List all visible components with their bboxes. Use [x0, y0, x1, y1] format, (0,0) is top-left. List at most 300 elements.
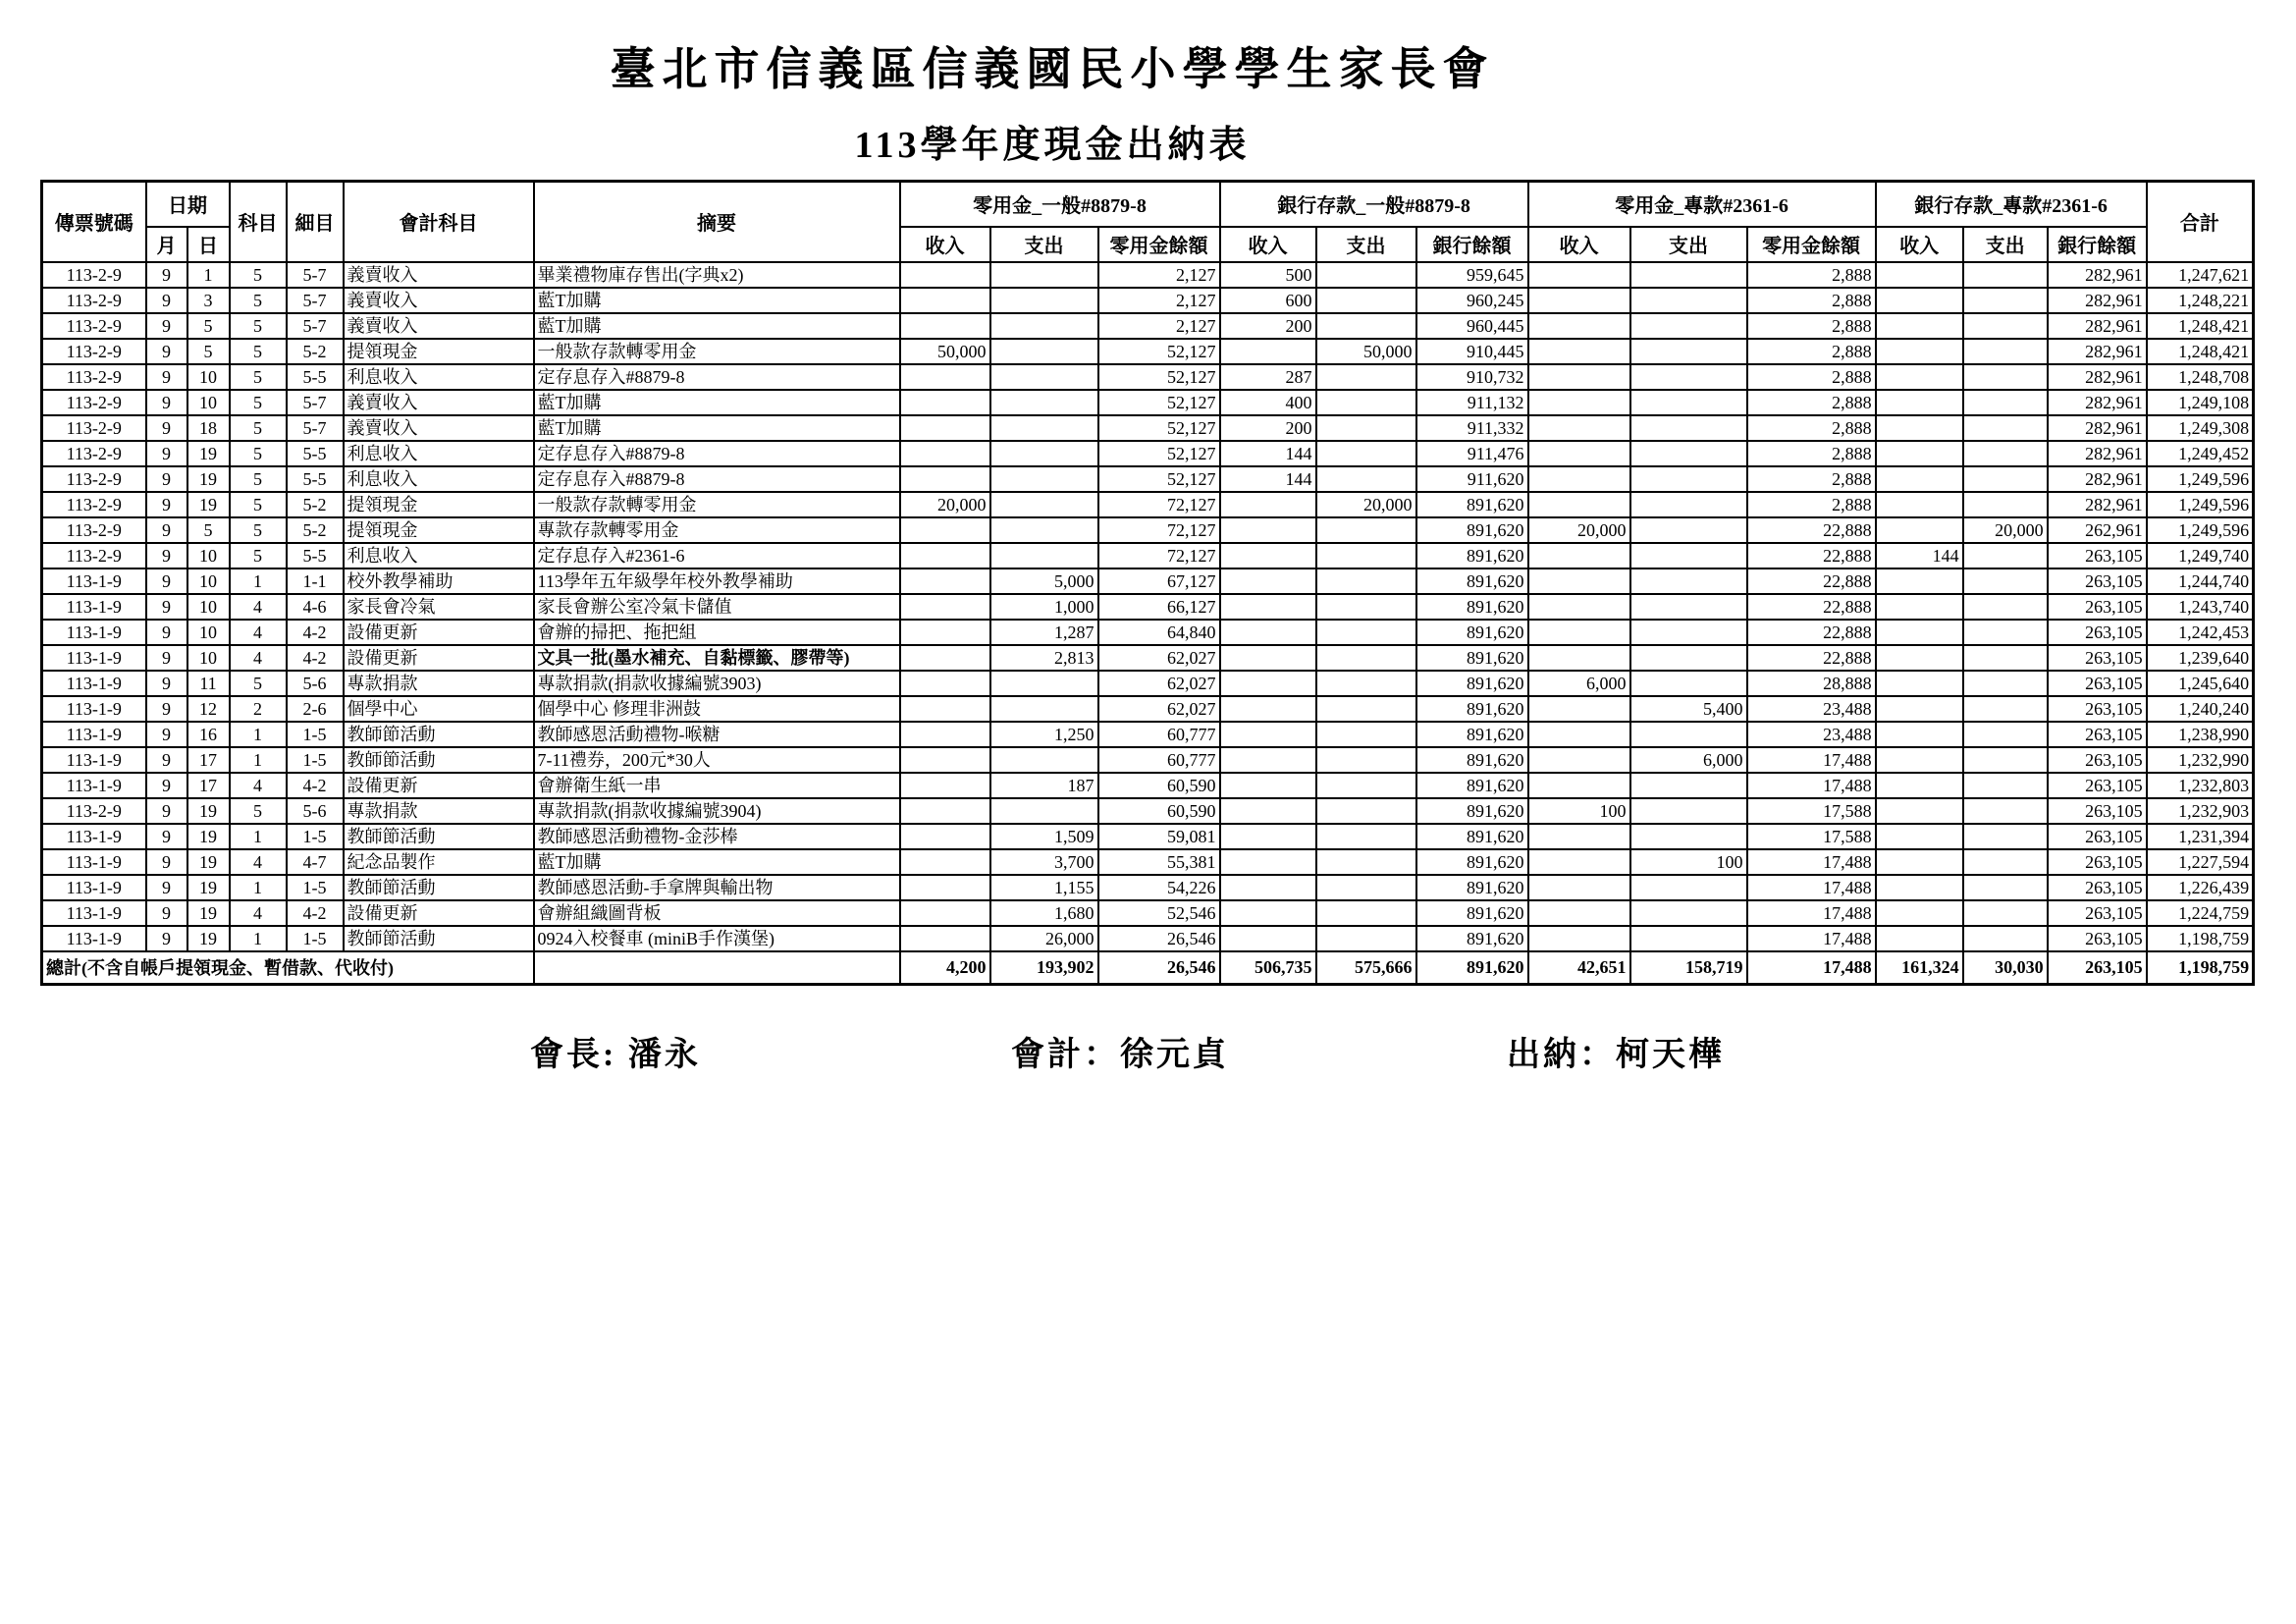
- cell-petty-general-balance: 60,590: [1098, 798, 1220, 824]
- cell-voucher: 113-1-9: [42, 568, 146, 594]
- cell-account: 紀念品製作: [344, 849, 534, 875]
- cell-sub-item: 5-2: [287, 517, 344, 543]
- col-header-income: 收入: [1876, 227, 1963, 262]
- table-row: [42, 288, 2254, 313]
- cell-summary: 藍T加購: [534, 313, 900, 339]
- cell-bank-special-income: [1876, 875, 1963, 900]
- cell-bank-general-expense: [1316, 824, 1416, 849]
- cell-petty-special-balance: 22,888: [1747, 517, 1876, 543]
- cell-day: 5: [187, 313, 230, 339]
- cell-petty-general-expense: [990, 798, 1098, 824]
- cell-sub-item: 5-7: [287, 415, 344, 441]
- cell-petty-special-expense: [1630, 415, 1747, 441]
- cell-petty-special-balance: 17,588: [1747, 824, 1876, 849]
- cell-bank-special-balance: 263,105: [2048, 798, 2147, 824]
- cell-account: 教師節活動: [344, 747, 534, 773]
- table-row: [42, 747, 2254, 773]
- cell-bank-special-expense: [1963, 620, 2048, 645]
- cell-bank-general-income: 200: [1220, 415, 1316, 441]
- cell-bank-general-expense: [1316, 594, 1416, 620]
- cell-day: 19: [187, 824, 230, 849]
- table-row: [42, 466, 2254, 492]
- cell-day: 19: [187, 492, 230, 517]
- cell-petty-special-income: [1528, 926, 1630, 951]
- cell-petty-general-income: 50,000: [900, 339, 990, 364]
- table-row: [42, 390, 2254, 415]
- col-header-bank-balance: 銀行餘額: [1416, 227, 1528, 262]
- cell-grand-total: 1,226,439: [2147, 875, 2254, 900]
- cell-bank-general-balance: 910,445: [1416, 339, 1528, 364]
- cell-month: 9: [146, 441, 187, 466]
- cell-bank-general-balance: 959,645: [1416, 262, 1528, 288]
- cell-petty-special-income: [1528, 568, 1630, 594]
- cell-petty-special-balance: 23,488: [1747, 722, 1876, 747]
- cell-bank-special-balance: 282,961: [2048, 262, 2147, 288]
- cell-bank-general-income: [1220, 696, 1316, 722]
- cell-petty-general-income: [900, 645, 990, 671]
- cell-grand-total: 1,242,453: [2147, 620, 2254, 645]
- cell-day: 10: [187, 364, 230, 390]
- cell-sub-item: 5-2: [287, 492, 344, 517]
- cell-bank-special-balance: 263,105: [2048, 543, 2147, 568]
- cell-bank-general-balance: 891,620: [1416, 645, 1528, 671]
- cell-summary: 教師感恩活動禮物-喉糖: [534, 722, 900, 747]
- cell-sub-item: 5-5: [287, 441, 344, 466]
- cell-petty-general-income: [900, 594, 990, 620]
- total-bank-general-income: 506,735: [1220, 951, 1316, 985]
- cell-petty-special-expense: [1630, 313, 1747, 339]
- cell-summary: 家長會辦公室冷氣卡儲值: [534, 594, 900, 620]
- cell-bank-special-balance: 263,105: [2048, 773, 2147, 798]
- cell-day: 17: [187, 747, 230, 773]
- cell-account: 設備更新: [344, 773, 534, 798]
- col-header-income: 收入: [1528, 227, 1630, 262]
- cell-voucher: 113-1-9: [42, 875, 146, 900]
- cell-summary: 藍T加購: [534, 849, 900, 875]
- cell-bank-special-income: [1876, 645, 1963, 671]
- total-label: 總計(不含自帳戶提領現金、暫借款、代收付): [42, 951, 534, 985]
- cell-sub-item: 4-2: [287, 773, 344, 798]
- cell-bank-general-expense: [1316, 543, 1416, 568]
- cell-petty-special-income: [1528, 849, 1630, 875]
- cell-summary: 專款捐款(捐款收據編號3904): [534, 798, 900, 824]
- cell-bank-special-balance: 282,961: [2048, 288, 2147, 313]
- cell-petty-special-expense: [1630, 364, 1747, 390]
- cell-petty-general-balance: 72,127: [1098, 517, 1220, 543]
- cell-bank-special-expense: [1963, 900, 2048, 926]
- cell-petty-general-income: [900, 696, 990, 722]
- cell-bank-general-income: [1220, 747, 1316, 773]
- cell-summary: 會辦組織圖背板: [534, 900, 900, 926]
- cell-bank-general-income: [1220, 824, 1316, 849]
- cell-voucher: 113-1-9: [42, 773, 146, 798]
- cell-account: 教師節活動: [344, 722, 534, 747]
- cell-petty-general-income: [900, 262, 990, 288]
- cell-petty-general-expense: [990, 696, 1098, 722]
- table-row: [42, 696, 2254, 722]
- table-row: [42, 568, 2254, 594]
- cell-voucher: 113-1-9: [42, 722, 146, 747]
- cell-sub-item: 5-5: [287, 543, 344, 568]
- cell-day: 19: [187, 466, 230, 492]
- cell-day: 1: [187, 262, 230, 288]
- page-title: 臺北市信義區信義國民小學學生家長會: [610, 44, 1495, 94]
- cell-summary: 專款捐款(捐款收據編號3903): [534, 671, 900, 696]
- cell-day: 10: [187, 620, 230, 645]
- cell-petty-general-balance: 60,777: [1098, 722, 1220, 747]
- cell-grand-total: 1,239,640: [2147, 645, 2254, 671]
- col-header-day: 日: [187, 227, 230, 262]
- cell-bank-special-income: [1876, 390, 1963, 415]
- cell-subject: 4: [230, 849, 287, 875]
- cell-bank-special-income: [1876, 288, 1963, 313]
- cell-bank-special-balance: 263,105: [2048, 594, 2147, 620]
- cell-voucher: 113-2-9: [42, 390, 146, 415]
- cell-bank-special-expense: [1963, 671, 2048, 696]
- cell-day: 19: [187, 900, 230, 926]
- cell-day: 18: [187, 415, 230, 441]
- cell-petty-general-balance: 2,127: [1098, 288, 1220, 313]
- cell-petty-special-income: 20,000: [1528, 517, 1630, 543]
- cell-subject: 5: [230, 671, 287, 696]
- cell-summary: 畢業禮物庫存售出(字典x2): [534, 262, 900, 288]
- cell-petty-special-expense: [1630, 875, 1747, 900]
- cell-account: 設備更新: [344, 620, 534, 645]
- cell-bank-special-income: [1876, 594, 1963, 620]
- cell-petty-general-expense: [990, 364, 1098, 390]
- cell-petty-general-balance: 26,546: [1098, 926, 1220, 951]
- cell-bank-general-income: 144: [1220, 466, 1316, 492]
- cell-voucher: 113-1-9: [42, 620, 146, 645]
- cell-day: 10: [187, 594, 230, 620]
- total-bank-special-income: 161,324: [1876, 951, 1963, 985]
- cell-grand-total: 1,240,240: [2147, 696, 2254, 722]
- cell-voucher: 113-2-9: [42, 441, 146, 466]
- cell-petty-general-expense: [990, 466, 1098, 492]
- cell-bank-general-balance: 891,620: [1416, 671, 1528, 696]
- cell-petty-special-balance: 17,588: [1747, 798, 1876, 824]
- cell-account: 提領現金: [344, 492, 534, 517]
- cell-sub-item: 1-5: [287, 824, 344, 849]
- cell-bank-special-expense: [1963, 339, 2048, 364]
- cell-bank-special-balance: 263,105: [2048, 926, 2147, 951]
- cell-petty-special-expense: [1630, 773, 1747, 798]
- cell-bank-special-expense: [1963, 466, 2048, 492]
- cell-voucher: 113-1-9: [42, 824, 146, 849]
- table-row: [42, 824, 2254, 849]
- cell-bank-general-balance: 891,620: [1416, 926, 1528, 951]
- cell-account: 教師節活動: [344, 926, 534, 951]
- cell-petty-special-balance: 17,488: [1747, 900, 1876, 926]
- cell-petty-general-expense: 1,250: [990, 722, 1098, 747]
- cell-bank-general-income: 200: [1220, 313, 1316, 339]
- cell-petty-general-balance: 60,777: [1098, 747, 1220, 773]
- cell-month: 9: [146, 671, 187, 696]
- cell-petty-general-balance: 52,127: [1098, 466, 1220, 492]
- cell-petty-general-income: [900, 390, 990, 415]
- cell-month: 9: [146, 415, 187, 441]
- group-header-bank-special: 銀行存款_專款#2361-6: [1876, 182, 2147, 227]
- cell-petty-special-balance: 2,888: [1747, 339, 1876, 364]
- cell-bank-general-expense: [1316, 722, 1416, 747]
- cell-petty-special-expense: [1630, 543, 1747, 568]
- cell-bank-special-income: 144: [1876, 543, 1963, 568]
- cell-subject: 5: [230, 339, 287, 364]
- table-row: [42, 620, 2254, 645]
- cell-petty-general-expense: [990, 288, 1098, 313]
- col-header-summary: 摘要: [534, 182, 900, 262]
- cell-bank-special-balance: 282,961: [2048, 390, 2147, 415]
- cell-bank-general-expense: 50,000: [1316, 339, 1416, 364]
- cell-sub-item: 1-5: [287, 747, 344, 773]
- cell-bank-general-balance: 891,620: [1416, 722, 1528, 747]
- cell-account: 設備更新: [344, 645, 534, 671]
- cell-petty-special-balance: 2,888: [1747, 288, 1876, 313]
- cell-bank-general-balance: 891,620: [1416, 747, 1528, 773]
- cell-petty-special-income: [1528, 747, 1630, 773]
- cell-bank-special-income: [1876, 568, 1963, 594]
- cell-petty-general-income: [900, 824, 990, 849]
- cell-account: 提領現金: [344, 517, 534, 543]
- cell-bank-special-income: [1876, 747, 1963, 773]
- cell-bank-general-balance: 891,620: [1416, 798, 1528, 824]
- cell-bank-general-balance: 891,620: [1416, 824, 1528, 849]
- cell-bank-general-income: [1220, 517, 1316, 543]
- cell-bank-general-expense: [1316, 364, 1416, 390]
- cell-grand-total: 1,231,394: [2147, 824, 2254, 849]
- cell-petty-general-income: [900, 441, 990, 466]
- cell-account: 校外教學補助: [344, 568, 534, 594]
- cell-grand-total: 1,249,108: [2147, 390, 2254, 415]
- cell-petty-special-income: [1528, 773, 1630, 798]
- cell-subject: 5: [230, 415, 287, 441]
- cell-voucher: 113-1-9: [42, 747, 146, 773]
- cell-petty-general-balance: 54,226: [1098, 875, 1220, 900]
- cell-petty-special-expense: [1630, 671, 1747, 696]
- cell-sub-item: 5-5: [287, 466, 344, 492]
- cell-bank-general-balance: 960,245: [1416, 288, 1528, 313]
- cell-bank-general-income: [1220, 492, 1316, 517]
- cell-bank-general-income: [1220, 645, 1316, 671]
- cell-petty-special-income: [1528, 390, 1630, 415]
- cell-petty-special-balance: 22,888: [1747, 568, 1876, 594]
- cell-account: 教師節活動: [344, 824, 534, 849]
- cell-account: 義賣收入: [344, 313, 534, 339]
- cell-summary: 藍T加購: [534, 415, 900, 441]
- group-header-petty-general: 零用金_一般#8879-8: [900, 182, 1220, 227]
- cell-subject: 4: [230, 620, 287, 645]
- cell-bank-special-balance: 282,961: [2048, 339, 2147, 364]
- cell-petty-special-balance: 17,488: [1747, 773, 1876, 798]
- cell-subject: 5: [230, 517, 287, 543]
- cell-account: 利息收入: [344, 364, 534, 390]
- cell-day: 5: [187, 339, 230, 364]
- cell-bank-special-expense: [1963, 415, 2048, 441]
- table-row: [42, 543, 2254, 568]
- cell-bank-special-income: [1876, 313, 1963, 339]
- cell-bank-special-balance: 282,961: [2048, 441, 2147, 466]
- cell-bank-special-income: [1876, 900, 1963, 926]
- cell-petty-special-expense: 6,000: [1630, 747, 1747, 773]
- cell-month: 9: [146, 262, 187, 288]
- cell-bank-special-balance: 282,961: [2048, 466, 2147, 492]
- cell-grand-total: 1,249,740: [2147, 543, 2254, 568]
- cell-petty-general-balance: 52,127: [1098, 364, 1220, 390]
- cell-bank-general-balance: 891,620: [1416, 696, 1528, 722]
- cell-sub-item: 5-7: [287, 288, 344, 313]
- cell-summary: 0924入校餐車 (miniB手作漢堡): [534, 926, 900, 951]
- page-subtitle: 113學年度現金出納表: [854, 125, 1251, 166]
- cell-grand-total: 1,249,596: [2147, 517, 2254, 543]
- cell-bank-special-expense: [1963, 875, 2048, 900]
- cell-petty-general-income: [900, 875, 990, 900]
- cell-petty-special-balance: 23,488: [1747, 696, 1876, 722]
- cell-bank-general-balance: 911,332: [1416, 415, 1528, 441]
- cell-bank-general-balance: 911,620: [1416, 466, 1528, 492]
- cell-bank-general-income: 144: [1220, 441, 1316, 466]
- cell-summary: 教師感恩活動-手拿牌與輸出物: [534, 875, 900, 900]
- cell-bank-general-expense: [1316, 390, 1416, 415]
- cell-bank-special-expense: [1963, 849, 2048, 875]
- cell-bank-special-income: [1876, 517, 1963, 543]
- cell-petty-general-balance: 62,027: [1098, 645, 1220, 671]
- col-header-sub-item: 細目: [287, 182, 344, 262]
- cell-summary: 會辦的掃把、拖把組: [534, 620, 900, 645]
- cell-petty-special-expense: [1630, 390, 1747, 415]
- col-header-voucher: 傳票號碼: [42, 182, 146, 262]
- cell-grand-total: 1,247,621: [2147, 262, 2254, 288]
- cell-bank-general-income: [1220, 875, 1316, 900]
- cell-petty-special-balance: 2,888: [1747, 313, 1876, 339]
- cell-bank-special-balance: 263,105: [2048, 696, 2147, 722]
- cell-sub-item: 5-7: [287, 262, 344, 288]
- cell-bank-general-balance: 891,620: [1416, 568, 1528, 594]
- cell-petty-general-expense: [990, 441, 1098, 466]
- table-row: [42, 849, 2254, 875]
- cell-bank-special-balance: 263,105: [2048, 671, 2147, 696]
- cell-bank-general-expense: [1316, 415, 1416, 441]
- cell-bank-special-expense: [1963, 926, 2048, 951]
- cell-petty-general-expense: 3,700: [990, 849, 1098, 875]
- cell-petty-general-income: [900, 415, 990, 441]
- cell-bank-general-income: [1220, 339, 1316, 364]
- table-row: [42, 339, 2254, 364]
- cell-bank-general-income: [1220, 900, 1316, 926]
- cell-month: 9: [146, 620, 187, 645]
- total-petty-general-balance: 26,546: [1098, 951, 1220, 985]
- cell-subject: 4: [230, 773, 287, 798]
- cell-summary: 定存息存入#8879-8: [534, 441, 900, 466]
- cell-month: 9: [146, 568, 187, 594]
- cell-petty-general-balance: 66,127: [1098, 594, 1220, 620]
- cell-bank-general-expense: [1316, 849, 1416, 875]
- cell-bank-special-balance: 282,961: [2048, 415, 2147, 441]
- cell-petty-special-balance: 22,888: [1747, 543, 1876, 568]
- cell-petty-special-expense: [1630, 645, 1747, 671]
- cell-bank-special-expense: [1963, 441, 2048, 466]
- cell-voucher: 113-1-9: [42, 645, 146, 671]
- cell-bank-general-expense: [1316, 747, 1416, 773]
- cell-account: 個學中心: [344, 696, 534, 722]
- cell-petty-special-expense: 5,400: [1630, 696, 1747, 722]
- cell-bank-general-income: 287: [1220, 364, 1316, 390]
- cell-bank-special-income: [1876, 415, 1963, 441]
- cell-bank-special-expense: [1963, 696, 2048, 722]
- cell-voucher: 113-2-9: [42, 798, 146, 824]
- cell-subject: 5: [230, 390, 287, 415]
- table-row: [42, 517, 2254, 543]
- cell-day: 5: [187, 517, 230, 543]
- cell-sub-item: 1-5: [287, 875, 344, 900]
- cell-petty-special-income: 100: [1528, 798, 1630, 824]
- cell-sub-item: 5-6: [287, 671, 344, 696]
- col-header-income: 收入: [1220, 227, 1316, 262]
- cell-month: 9: [146, 339, 187, 364]
- cell-sub-item: 5-7: [287, 313, 344, 339]
- cell-bank-general-expense: [1316, 900, 1416, 926]
- signature-chairman: 會長: 潘永: [530, 1037, 701, 1073]
- cell-grand-total: 1,243,740: [2147, 594, 2254, 620]
- cell-bank-special-balance: 263,105: [2048, 645, 2147, 671]
- cell-petty-special-income: [1528, 620, 1630, 645]
- cell-sub-item: 5-7: [287, 390, 344, 415]
- cell-bank-general-balance: 910,732: [1416, 364, 1528, 390]
- cell-petty-special-expense: 100: [1630, 849, 1747, 875]
- cell-petty-general-income: [900, 543, 990, 568]
- cell-petty-special-balance: 17,488: [1747, 875, 1876, 900]
- cell-account: 利息收入: [344, 543, 534, 568]
- cell-petty-general-expense: 1,000: [990, 594, 1098, 620]
- cell-subject: 1: [230, 747, 287, 773]
- cell-petty-general-income: [900, 313, 990, 339]
- cell-petty-general-income: [900, 722, 990, 747]
- cell-month: 9: [146, 722, 187, 747]
- cell-petty-special-expense: [1630, 900, 1747, 926]
- cell-petty-special-income: [1528, 288, 1630, 313]
- cell-subject: 5: [230, 466, 287, 492]
- cell-bank-special-balance: 263,105: [2048, 824, 2147, 849]
- cell-bank-general-expense: [1316, 466, 1416, 492]
- cell-sub-item: 5-5: [287, 364, 344, 390]
- cell-account: 義賣收入: [344, 262, 534, 288]
- cell-petty-general-income: [900, 900, 990, 926]
- cell-summary: 藍T加購: [534, 288, 900, 313]
- col-header-petty-balance: 零用金餘額: [1098, 227, 1220, 262]
- cell-bank-special-income: [1876, 620, 1963, 645]
- cell-account: 義賣收入: [344, 390, 534, 415]
- cell-petty-special-expense: [1630, 517, 1747, 543]
- col-header-account: 會計科目: [344, 182, 534, 262]
- cell-petty-general-balance: 67,127: [1098, 568, 1220, 594]
- cell-subject: 5: [230, 492, 287, 517]
- cell-grand-total: 1,249,452: [2147, 441, 2254, 466]
- cell-summary: 個學中心 修理非洲鼓: [534, 696, 900, 722]
- cell-bank-general-expense: [1316, 313, 1416, 339]
- cell-petty-general-balance: 72,127: [1098, 543, 1220, 568]
- cell-subject: 1: [230, 722, 287, 747]
- cell-petty-general-income: [900, 288, 990, 313]
- cell-bank-general-expense: [1316, 288, 1416, 313]
- cell-petty-special-balance: 2,888: [1747, 364, 1876, 390]
- cell-petty-special-income: [1528, 364, 1630, 390]
- table-row: [42, 262, 2254, 288]
- cell-account: 提領現金: [344, 339, 534, 364]
- signature-cashier: 出納：柯天樺: [1507, 1037, 1725, 1073]
- cell-voucher: 113-2-9: [42, 339, 146, 364]
- cell-summary: 一般款存款轉零用金: [534, 339, 900, 364]
- cell-petty-special-income: [1528, 722, 1630, 747]
- total-row: [42, 951, 2254, 985]
